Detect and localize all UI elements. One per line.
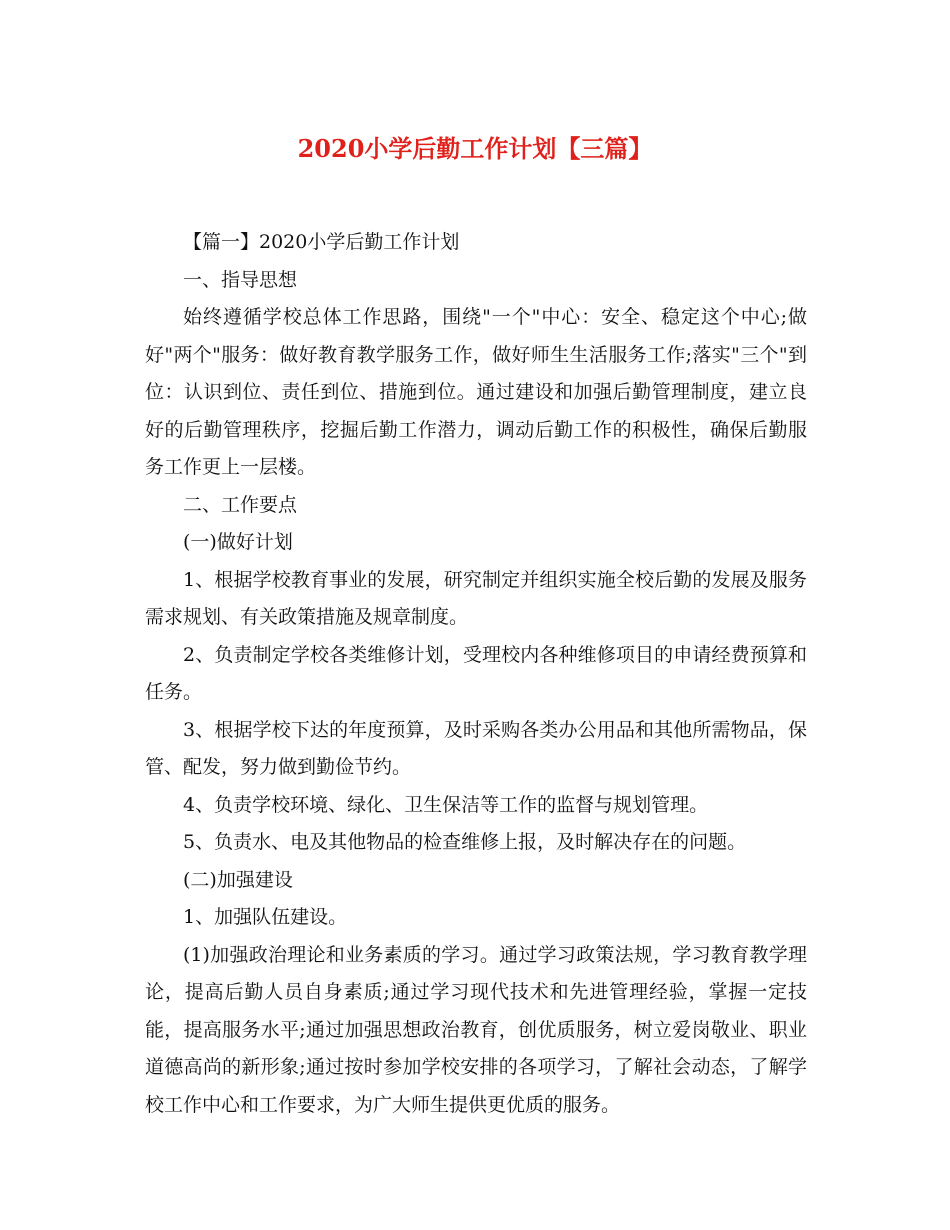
document-body (145, 224, 807, 1124)
section-heading-part-one: 【篇一】2020小学后勤工作计划 (183, 231, 460, 253)
paragraph-guiding-ideology: 始终遵循学校总体工作思路，围绕"一个"中心：安全、稳定这个中心;做好"两个"服务：做好教育教学服务工作，做好师生生活服务工作;落实"三个"到位：认识到位、责任到位、措施到位。通过建设和加强后勤管理制度，建立良好的后勤管理秩序，挖掘后勤工作潜力，调动后勤工作的积极性，确保后勤服务工作更上一层楼。 (145, 306, 807, 478)
list-item-planning-1: 1、根据学校教育事业的发展，研究制定并组织实施全校后勤的发展及服务需求规划、有关政策措施及规章制度。 (145, 568, 807, 628)
document-title: 2020小学后勤工作计划【三篇】 (297, 134, 653, 163)
list-item-team-building: 1、加强队伍建设。 (183, 906, 348, 928)
subheading-planning: (一)做好计划 (183, 531, 293, 553)
paragraph-political-study: (1)加强政治理论和业务素质的学习。通过学习政策法规，学习教育教学理论，提高后勤人员自身素质;通过学习现代技术和先进管理经验，掌握一定技能，提高服务水平;通过加强思想政治教育，创优质服务，树立爱岗敬业、职业道德高尚的新形象;通过按时参加学校安排的各项学习，了解社会动态，了解学校工作中心和工作要求，为广大师生提供更优质的服务。 (145, 943, 807, 1116)
list-item-planning-2: 2、负责制定学校各类维修计划，受理校内各种维修项目的申请经费预算和任务。 (145, 643, 807, 703)
heading-guiding-ideology: 一、指导思想 (183, 268, 298, 291)
list-item-planning-5: 5、负责水、电及其他物品的检查维修上报，及时解决存在的问题。 (183, 831, 747, 853)
heading-work-points: 二、工作要点 (183, 493, 298, 516)
list-item-planning-4: 4、负责学校环境、绿化、卫生保洁等工作的监督与规划管理。 (183, 793, 709, 816)
list-item-planning-3: 3、根据学校下达的年度预算，及时采购各类办公用品和其他所需物品，保管、配发，努力做到勤俭节约。 (145, 718, 807, 778)
subheading-strengthen-construction: (二)加强建设 (183, 868, 293, 891)
